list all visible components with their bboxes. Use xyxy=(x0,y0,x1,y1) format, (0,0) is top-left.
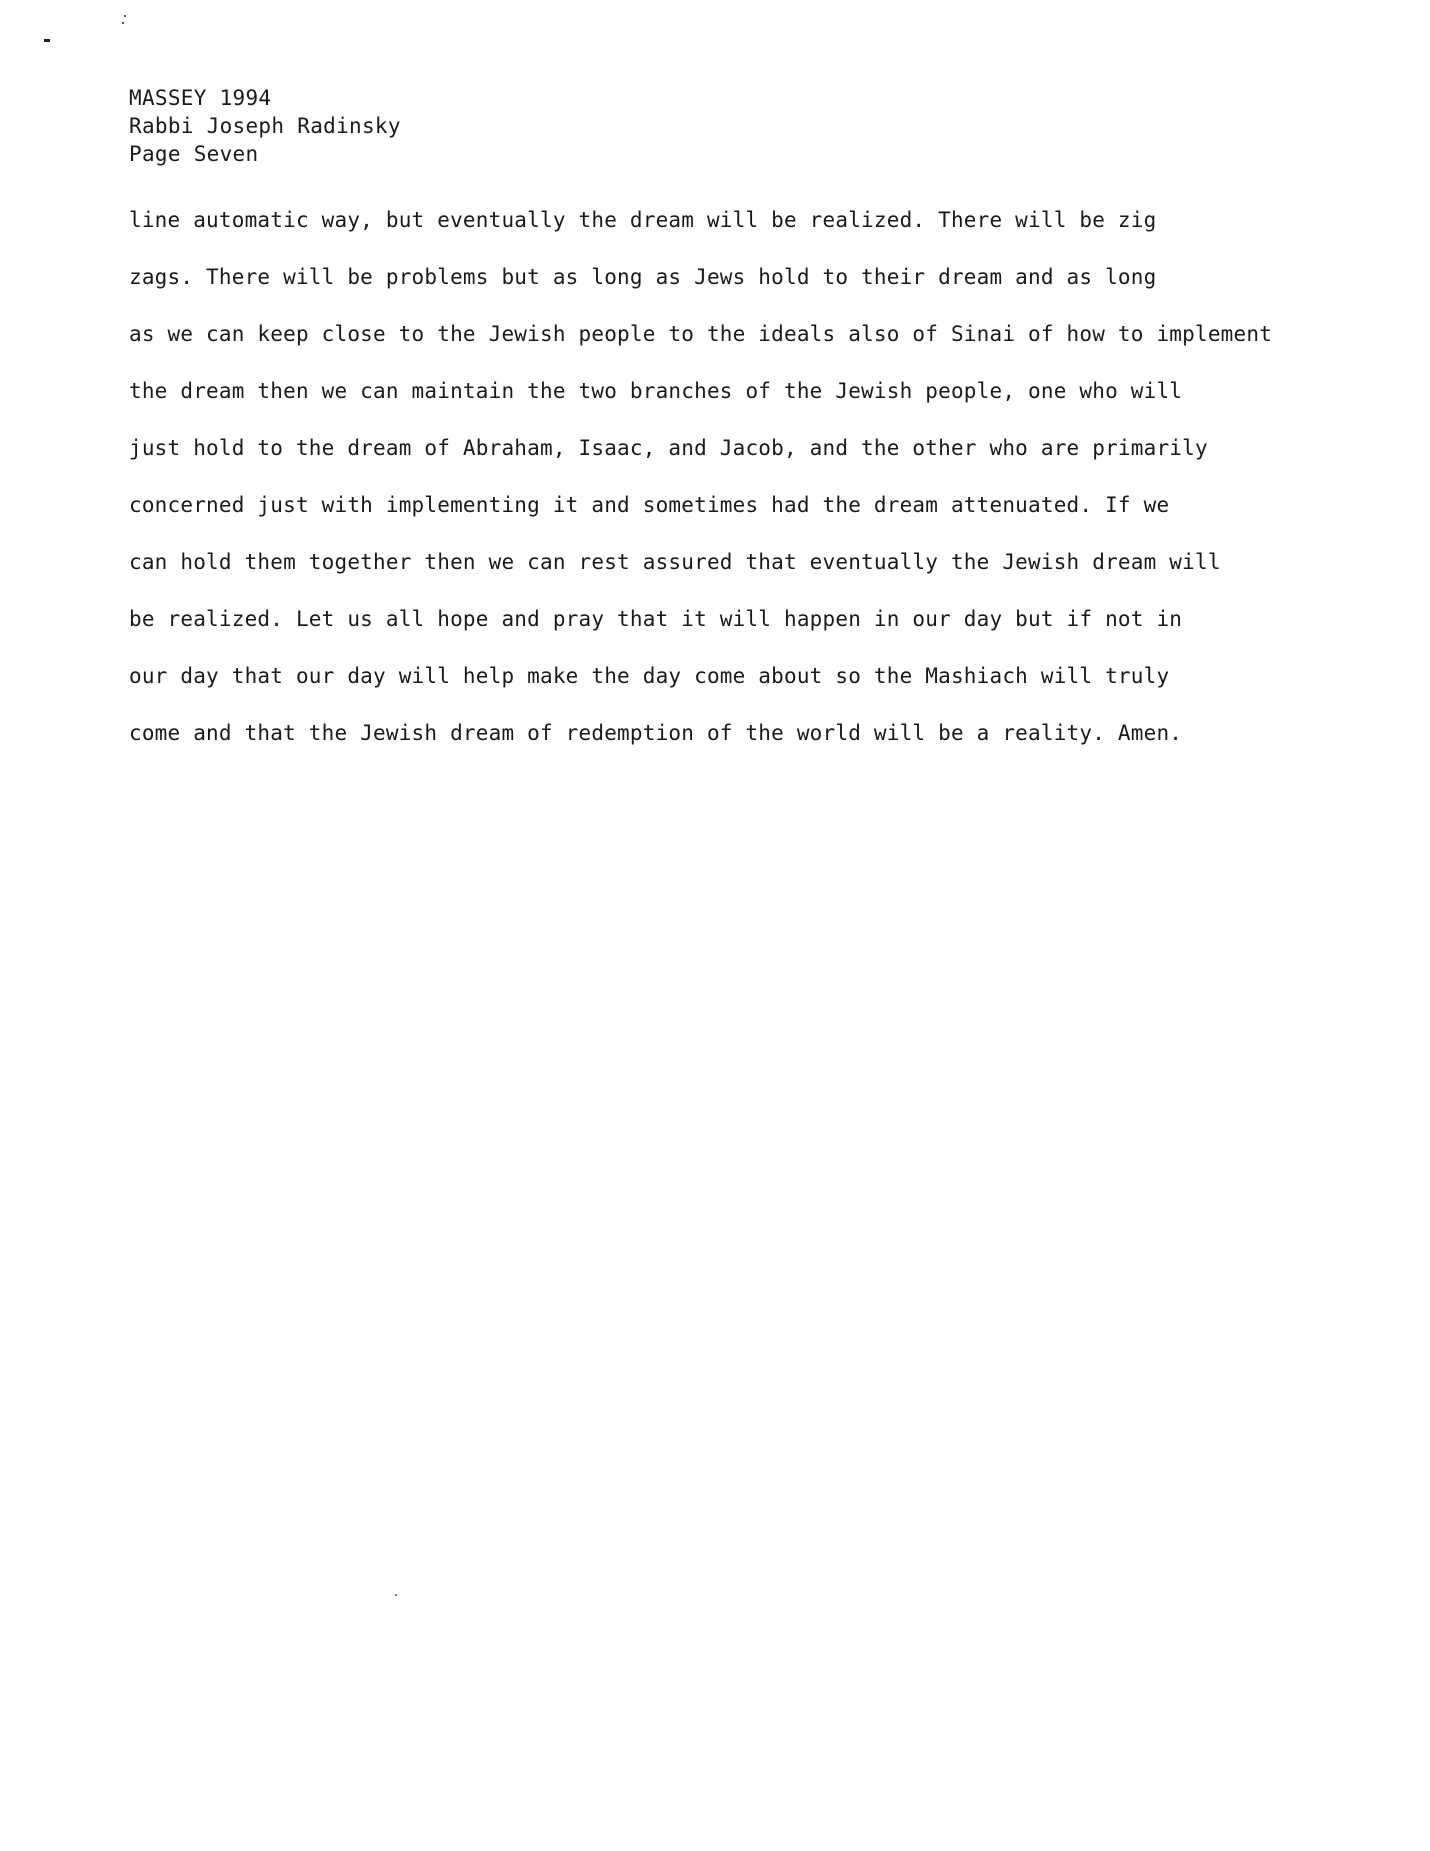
header-author: Rabbi Joseph Radinsky xyxy=(129,114,401,138)
scan-dot xyxy=(124,15,126,17)
body-line: our day that our day will help make the day come about so the Mashiach will truly xyxy=(129,664,1170,688)
body-line: can hold them together then we can rest assured that eventually the Jewish dream will xyxy=(129,550,1221,574)
body-line: line automatic way, but eventually the dream will be realized. There will be zig xyxy=(129,208,1157,232)
body-line: zags. There will be problems but as long as Jews hold to their dream and as long xyxy=(129,265,1157,289)
body-line: just hold to the dream of Abraham, Isaac, and Jacob, and the other who are primarily xyxy=(129,436,1208,460)
scan-dot xyxy=(122,22,124,24)
header-page-number: Page Seven xyxy=(129,142,259,166)
document-header xyxy=(129,84,401,168)
body-line: come and that the Jewish dream of redemption of the world will be a reality. Amen. xyxy=(129,721,1183,745)
document-body xyxy=(129,192,1329,762)
body-line: the dream then we can maintain the two branches of the Jewish people, one who will xyxy=(129,379,1183,403)
body-line: as we can keep close to the Jewish people to the ideals also of Sinai of how to implement xyxy=(129,322,1273,346)
scan-mark xyxy=(44,39,50,42)
header-event: MASSEY 1994 xyxy=(129,86,272,110)
body-line: concerned just with implementing it and sometimes had the dream attenuated. If we xyxy=(129,493,1170,517)
body-line: be realized. Let us all hope and pray that it will happen in our day but if not in xyxy=(129,607,1183,631)
scan-dot xyxy=(395,1594,397,1596)
